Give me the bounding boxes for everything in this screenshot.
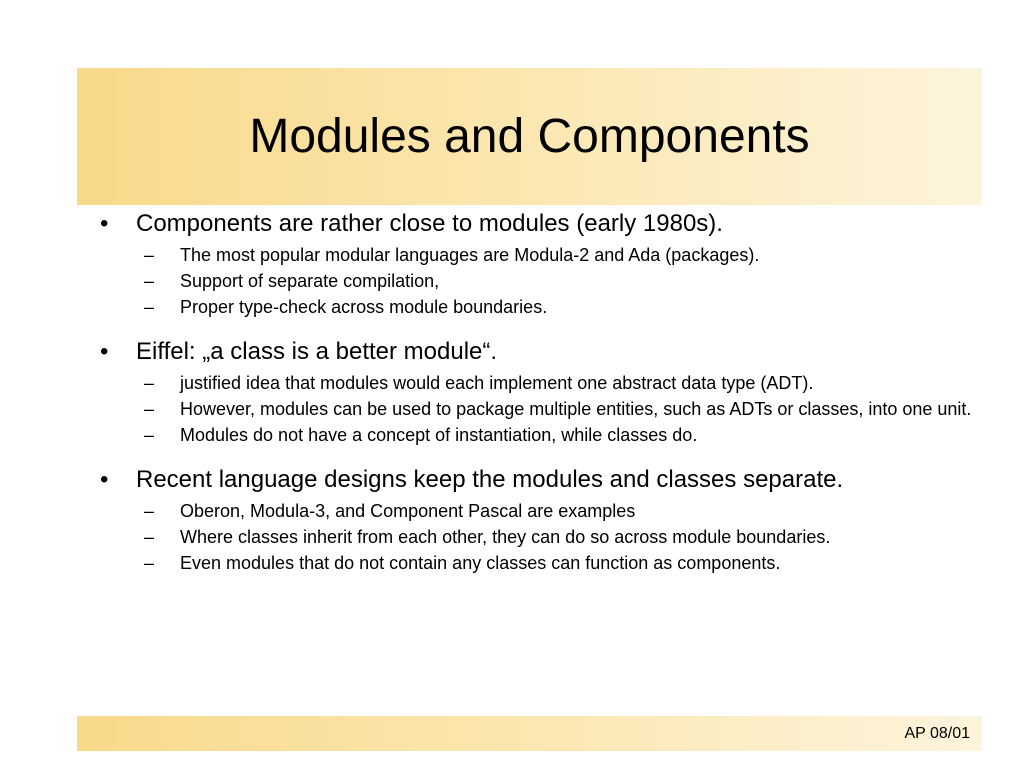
sub-bullet-item xyxy=(100,271,985,292)
bullet-text: Eiffel: „a class is a better module“. xyxy=(136,338,498,365)
sub-bullet-text: Proper type-check across module boundaries. xyxy=(180,297,548,317)
dash-mark: – xyxy=(144,425,155,445)
slide-content xyxy=(100,208,985,592)
bullet-item xyxy=(100,336,985,368)
bullet-group-1 xyxy=(100,208,985,318)
bullet-group-3 xyxy=(100,464,985,574)
sub-bullet-item xyxy=(100,553,985,574)
bullet-group-2 xyxy=(100,336,985,446)
bullet-dot: • xyxy=(100,210,109,237)
sub-bullet-item xyxy=(100,245,985,266)
bullet-text: Recent language designs keep the modules and classes separate. xyxy=(136,466,844,493)
sub-bullet-item xyxy=(100,297,985,318)
sub-bullet-text: Support of separate compilation, xyxy=(180,271,440,291)
bullet-dot: • xyxy=(100,466,109,493)
dash-mark: – xyxy=(144,271,155,291)
sub-bullet-item xyxy=(100,501,985,522)
sub-bullet-item xyxy=(100,399,985,420)
sub-bullet-text: Where classes inherit from each other, they can do so across module boundaries. xyxy=(180,527,831,547)
dash-mark: – xyxy=(144,501,155,521)
bullet-item xyxy=(100,464,985,496)
sub-bullet-item xyxy=(100,425,985,446)
bullet-item xyxy=(100,208,985,240)
dash-mark: – xyxy=(144,373,155,393)
sub-bullet-text: justified idea that modules would each implement one abstract data type (ADT). xyxy=(180,373,814,393)
dash-mark: – xyxy=(144,527,155,547)
bullet-dot: • xyxy=(100,338,109,365)
sub-bullet-item xyxy=(100,373,985,394)
dash-mark: – xyxy=(144,245,155,265)
dash-mark: – xyxy=(144,553,155,573)
sub-bullet-text: Modules do not have a concept of instantiation, while classes do. xyxy=(180,425,698,445)
slide-title: Modules and Components xyxy=(249,109,810,163)
title-band xyxy=(77,68,982,205)
sub-bullet-text: Oberon, Modula-3, and Component Pascal are examples xyxy=(180,501,636,521)
sub-bullet-text: Even modules that do not contain any classes can function as components. xyxy=(180,553,781,573)
dash-mark: – xyxy=(144,297,155,317)
slide-footer: AP 08/01 xyxy=(904,725,970,742)
sub-bullet-text: The most popular modular languages are Modula-2 and Ada (packages). xyxy=(180,245,760,265)
footer-band xyxy=(77,716,982,751)
sub-bullet-item xyxy=(100,527,985,548)
bullet-text: Components are rather close to modules (early 1980s). xyxy=(136,210,723,237)
dash-mark: – xyxy=(144,399,155,419)
sub-bullet-text: However, modules can be used to package multiple entities, such as ADTs or classes, into one unit. xyxy=(180,399,972,419)
